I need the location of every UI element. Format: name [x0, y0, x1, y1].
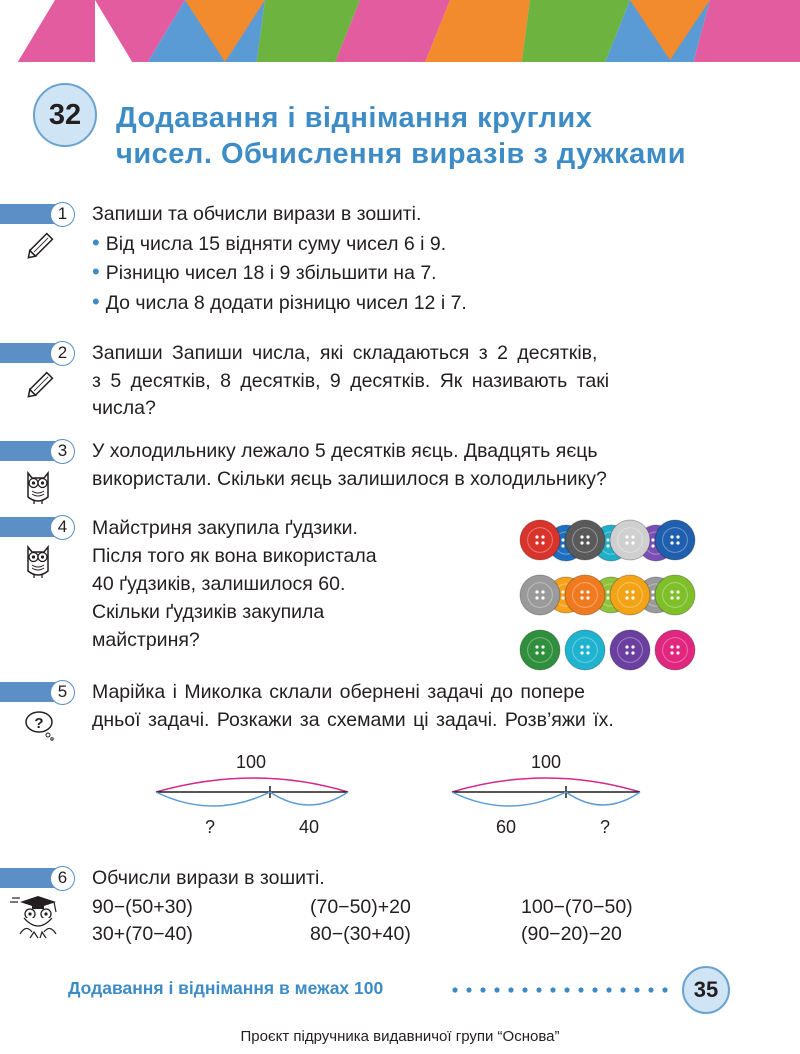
button-hole [631, 645, 634, 648]
button-hole [586, 645, 589, 648]
leader-dot [564, 987, 569, 992]
leader-dot [452, 987, 457, 992]
button-hole [670, 535, 673, 538]
button-hole [676, 596, 679, 599]
task-line: У холодильнику лежало 5 десятків яєць. Двадцять яєць [92, 440, 598, 462]
lesson-title-line-2: чисел. Обчислення виразів з дужками [116, 138, 687, 170]
button-hole [535, 590, 538, 593]
button-hole [586, 651, 589, 654]
button-hole [580, 535, 583, 538]
owl-icon [22, 469, 54, 510]
lesson-number-badge: 32 [33, 83, 97, 147]
task-number: 5 [50, 680, 75, 705]
bullet-item: • До числа 8 додати різницю чисел 12 і 7. [92, 288, 467, 318]
button-hole [606, 590, 609, 593]
bullet-item: • Різницю чисел 18 і 9 збільшити на 7. [92, 258, 467, 288]
button-hole [580, 596, 583, 599]
leader-dot [606, 987, 611, 992]
leader-dot [662, 987, 667, 992]
sewing-button [565, 575, 605, 615]
task-line: з 5 десятків, 8 десятків, 9 десятків. Як називають такі [92, 369, 610, 392]
lesson-title [116, 100, 686, 172]
task-number: 2 [50, 341, 75, 366]
leader-dot [578, 987, 583, 992]
button-hole [535, 596, 538, 599]
leader-dot [648, 987, 653, 992]
sewing-button [565, 520, 605, 560]
sewing-button [655, 575, 695, 615]
button-hole [625, 651, 628, 654]
task-line: майстриня? [92, 629, 200, 651]
task-text [92, 438, 607, 493]
button-hole [561, 538, 564, 541]
leader-dot [592, 987, 597, 992]
button-hole [606, 538, 609, 541]
task-line: числа? [92, 397, 156, 419]
button-hole [535, 541, 538, 544]
task-line: використали. Скільки яєць залишилося в холодильнику? [92, 467, 607, 490]
button-hole [586, 541, 589, 544]
button-hole [541, 651, 544, 654]
button-hole [541, 596, 544, 599]
scheme-1-total-label: 100 [236, 752, 267, 772]
task-text [92, 201, 467, 317]
button-hole [586, 596, 589, 599]
button-hole [631, 651, 634, 654]
buttons-illustration [518, 515, 712, 675]
task-line: Скільки ґудзиків закупила [92, 601, 325, 623]
scheme-1-right-label: 40 [299, 817, 320, 837]
task-instruction: Обчисли вирази в зошиті. [92, 867, 325, 889]
sewing-button [655, 520, 695, 560]
pencil-icon [22, 369, 56, 408]
button-hole [535, 651, 538, 654]
button-hole [541, 541, 544, 544]
publisher-credit: Проєкт підручника видавничої групи “Основа” [240, 1028, 560, 1045]
task-line: Після того як вона використала [92, 545, 377, 567]
button-hole [631, 590, 634, 593]
scheme-2-right-label: ? [600, 817, 611, 837]
button-hole [651, 544, 654, 547]
task-text [92, 340, 609, 423]
leader-dot [508, 987, 513, 992]
button-hole [625, 645, 628, 648]
sewing-button [520, 575, 560, 615]
button-hole [580, 590, 583, 593]
leader-dot [550, 987, 555, 992]
pencil-icon [22, 230, 56, 269]
button-hole [561, 544, 564, 547]
sewing-button [610, 630, 650, 670]
button-hole [631, 596, 634, 599]
button-hole [676, 541, 679, 544]
decorative-banner [0, 0, 800, 75]
button-hole [625, 541, 628, 544]
button-hole [670, 541, 673, 544]
button-hole [651, 596, 654, 599]
button-hole [631, 541, 634, 544]
button-hole [541, 645, 544, 648]
scheme-diagram-1 [150, 770, 360, 830]
task-line: Запиши Запиши числа, які складаються з 2 десятків, [92, 342, 598, 364]
button-hole [580, 651, 583, 654]
sewing-button [655, 630, 695, 670]
button-hole [606, 544, 609, 547]
task-instruction: Запиши та обчисли вирази в зошиті. [92, 203, 422, 225]
task-line: 40 ґудзиків, залишилося 60. [92, 573, 346, 595]
scheme-diagram-2 [446, 770, 656, 830]
leader-dot [536, 987, 541, 992]
leader-dot [522, 987, 527, 992]
sewing-button [520, 520, 560, 560]
thought-bubble-icon [22, 708, 56, 747]
page-number-badge: 35 [682, 966, 730, 1014]
button-hole [586, 535, 589, 538]
sewing-button [565, 630, 605, 670]
task-text [92, 679, 614, 734]
task-number: 1 [50, 202, 75, 227]
button-hole [586, 590, 589, 593]
button-hole [625, 590, 628, 593]
button-hole [676, 651, 679, 654]
sewing-button [610, 520, 650, 560]
leader-dot [620, 987, 625, 992]
button-hole [561, 596, 564, 599]
button-hole [580, 645, 583, 648]
task-number: 3 [50, 439, 75, 464]
button-hole [625, 596, 628, 599]
button-hole [670, 596, 673, 599]
svg-text:?: ? [34, 715, 44, 732]
button-hole [535, 645, 538, 648]
button-hole [670, 590, 673, 593]
owl-icon [22, 543, 54, 584]
lesson-title-line-1: Додавання і віднімання круглих [116, 102, 593, 134]
button-hole [541, 590, 544, 593]
button-hole [535, 535, 538, 538]
dotted-leader [450, 984, 678, 996]
button-hole [631, 535, 634, 538]
scheme-1-left-label: ? [205, 817, 216, 837]
scheme-2-total-label: 100 [531, 752, 562, 772]
button-hole [670, 651, 673, 654]
button-hole [541, 535, 544, 538]
task-line: Марійка і Миколка склали обернені задачі до попере [92, 681, 585, 703]
expression: 90−(50+30) [92, 896, 193, 918]
sewing-button [610, 575, 650, 615]
leader-dot [480, 987, 485, 992]
task-number: 6 [50, 866, 75, 891]
expression: (90−20)−20 [521, 923, 622, 945]
expression: 100−(70−50) [521, 896, 633, 918]
button-hole [625, 535, 628, 538]
sewing-button [520, 630, 560, 670]
button-hole [676, 535, 679, 538]
bullet-item: • Від числа 15 відняти суму чисел 6 і 9. [92, 229, 467, 259]
button-hole [676, 645, 679, 648]
button-hole [676, 590, 679, 593]
task-text [92, 514, 377, 654]
scheme-2-left-label: 60 [496, 817, 517, 837]
button-hole [580, 541, 583, 544]
section-footer-title: Додавання і віднімання в межах 100 [68, 978, 384, 998]
expression: (70−50)+20 [310, 896, 411, 918]
button-hole [651, 590, 654, 593]
button-hole [651, 538, 654, 541]
task-line: Майстриня закупила ґудзики. [92, 517, 358, 539]
leader-dot [634, 987, 639, 992]
frog-graduate-icon [10, 894, 60, 947]
leader-dot [466, 987, 471, 992]
button-hole [561, 590, 564, 593]
button-hole [606, 596, 609, 599]
leader-dot [494, 987, 499, 992]
task-bullet-list [92, 229, 467, 318]
task-line: дньої задачі. Розкажи за схемами ці задачі. Розв’яжи їх. [92, 708, 614, 731]
expression: 80−(30+40) [310, 923, 411, 945]
task-number: 4 [50, 515, 75, 540]
expression: 30+(70−40) [92, 923, 193, 945]
button-hole [670, 645, 673, 648]
